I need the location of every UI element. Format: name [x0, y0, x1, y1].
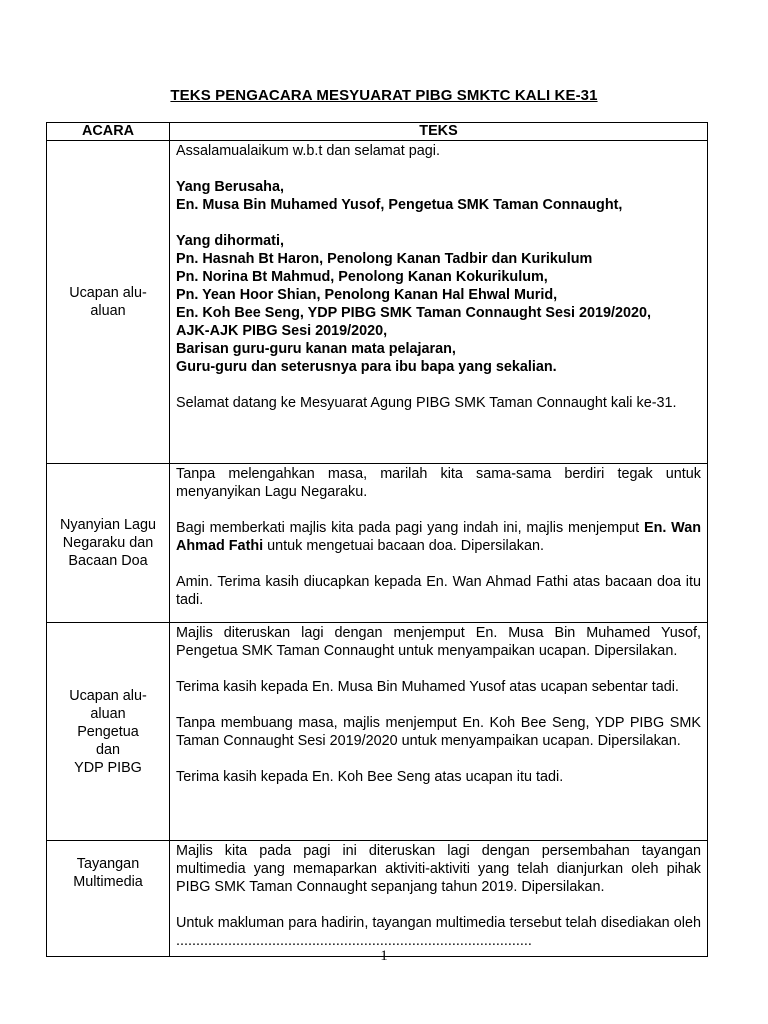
text-paragraph: Majlis kita pada pagi ini diteruskan lagi dengan persembahan tayangan multimedia yang memaparkan aktiviti-aktiviti yang telah dianjurkan oleh pihak PIBG SMK Taman Connaught sepanjang tahun 2019. Dipersilakan.: [176, 843, 701, 895]
table-row: [47, 841, 708, 957]
acara-cell: Tayangan Multimedia: [47, 841, 170, 957]
bold-name: En. Wan Ahmad Fathi: [176, 520, 701, 554]
table-row: [47, 464, 708, 623]
text-span: untuk mengetuai bacaan doa. Dipersilakan.: [263, 538, 544, 554]
table-row: [47, 623, 708, 841]
acara-cell: Ucapan alu- aluan Pengetua dan YDP PIBG: [47, 623, 170, 841]
text-span: Bagi memberkati majlis kita pada pagi yang indah ini, majlis menjemput: [176, 520, 644, 536]
welcome-paragraph: Selamat datang ke Mesyuarat Agung PIBG SMK Taman Connaught kali ke-31.: [176, 395, 677, 411]
text-paragraph: [176, 519, 701, 555]
text-paragraph: Tanpa membuang masa, majlis menjemput En. Koh Bee Seng, YDP PIBG SMK Taman Connaught Sesi 2019/2020 untuk menyampaikan ucapan. Dipersilakan.: [176, 715, 701, 749]
greeting-line: Pn. Hasnah Bt Haron, Penolong Kanan Tadbir dan Kurikulum: [176, 251, 593, 267]
acara-cell: Nyanyian Lagu Negaraku dan Bacaan Doa: [47, 464, 170, 623]
greeting-line: Barisan guru-guru kanan mata pelajaran,: [176, 341, 456, 357]
acara-cell: Ucapan alu- aluan: [47, 141, 170, 464]
greeting-line: En. Musa Bin Muhamed Yusof, Pengetua SMK Taman Connaught,: [176, 197, 623, 213]
teks-cell: [170, 464, 708, 623]
table-row: [47, 141, 708, 464]
greeting-line: AJK-AJK PIBG Sesi 2019/2020,: [176, 323, 388, 339]
header-teks: TEKS: [170, 123, 708, 141]
greeting-line: Yang dihormati,: [176, 233, 284, 249]
document-title: TEKS PENGACARA MESYUARAT PIBG SMKTC KALI KE-31: [170, 87, 598, 104]
greeting-line: Pn. Norina Bt Mahmud, Penolong Kanan Kokurikulum,: [176, 269, 548, 285]
header-acara: ACARA: [47, 123, 170, 141]
text-paragraph: Majlis diteruskan lagi dengan menjemput En. Musa Bin Muhamed Yusof, Pengetua SMK Taman Connaught untuk menyampaikan ucapan. Dipersilakan.: [176, 625, 701, 659]
text-paragraph: Tanpa melengahkan masa, marilah kita sama-sama berdiri tegak untuk menyanyikan Lagu Negaraku.: [176, 466, 701, 500]
page-number: 1: [380, 948, 388, 964]
text-paragraph: Terima kasih kepada En. Musa Bin Muhamed Yusof atas ucapan sebentar tadi.: [176, 679, 679, 695]
greeting-line: Assalamualaikum w.b.t dan selamat pagi.: [176, 143, 440, 159]
text-paragraph: Terima kasih kepada En. Koh Bee Seng atas ucapan itu tadi.: [176, 769, 564, 785]
teks-cell: [170, 841, 708, 957]
greeting-line: En. Koh Bee Seng, YDP PIBG SMK Taman Connaught Sesi 2019/2020,: [176, 305, 652, 321]
table-header-row: [47, 123, 708, 141]
teks-cell: [170, 623, 708, 841]
program-table: [46, 122, 708, 957]
text-paragraph: Amin. Terima kasih diucapkan kepada En. Wan Ahmad Fathi atas bacaan doa itu tadi.: [176, 574, 701, 608]
greeting-line: Pn. Yean Hoor Shian, Penolong Kanan Hal Ehwal Murid,: [176, 287, 558, 303]
text-paragraph: Untuk makluman para hadirin, tayangan multimedia tersebut telah disediakan oleh .........................................................................................: [176, 915, 701, 949]
teks-cell: [170, 141, 708, 464]
greeting-line: Yang Berusaha,: [176, 179, 284, 195]
greeting-line: Guru-guru dan seterusnya para ibu bapa yang sekalian.: [176, 359, 557, 375]
